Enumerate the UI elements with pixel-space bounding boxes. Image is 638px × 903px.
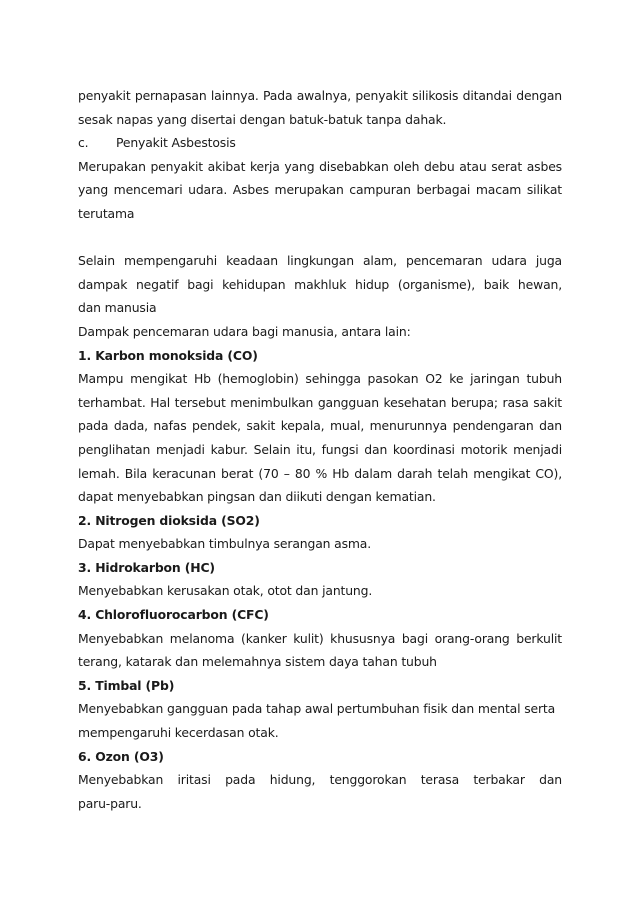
item-heading: 4. Chlorofluorocarbon (CFC): [78, 607, 269, 623]
text-line: terutama: [78, 205, 135, 221]
text-line: mempengaruhi kecerdasan otak.: [78, 725, 279, 741]
text-line: Selain mempengaruhi keadaan lingkungan alam, pencemaran udara juga: [78, 253, 562, 269]
text-line: penyakit pernapasan lainnya. Pada awalnya, penyakit silikosis ditandai dengan: [78, 88, 562, 103]
item-heading: 6. Ozon (O3): [78, 748, 164, 764]
text-line: paru-paru.: [78, 795, 142, 811]
item-heading: 5. Timbal (Pb): [78, 677, 175, 693]
text-line: Menyebabkan iritasi pada hidung, tenggorokan terasa terbakar dan: [78, 772, 562, 788]
text-line: terhambat. Hal tersebut menimbulkan gangguan kesehatan berupa; rasa sakit: [78, 394, 562, 410]
text-line: lemah. Bila keracunan berat (70 – 80 % Hb dalam darah telah mengikat CO),: [78, 465, 562, 481]
text-line: Menyebabkan melanoma (kanker kulit) khususnya bagi orang-orang berkulit: [78, 630, 562, 646]
text-line: Dapat menyebabkan timbulnya serangan asma.: [78, 536, 372, 552]
text-line: Menyebabkan kerusakan otak, otot dan jantung.: [78, 583, 373, 599]
text-line: terang, katarak dan melemahnya sistem daya tahan tubuh: [78, 654, 437, 670]
text-line: sesak napas yang disertai dengan batuk-batuk tanpa dahak.: [78, 111, 447, 127]
text-line: penglihatan menjadi kabur. Selain itu, fungsi dan koordinasi motorik menjadi: [78, 441, 562, 457]
text-line: Mampu mengikat Hb (hemoglobin) sehingga pasokan O2 ke jaringan tubuh: [78, 371, 562, 387]
section-label: c.: [78, 135, 89, 151]
text-line: Menyebabkan gangguan pada tahap awal pertumbuhan fisik dan mental serta: [78, 701, 556, 717]
item-heading: 1. Karbon monoksida (CO): [78, 347, 258, 363]
text-line: dampak negatif bagi kehidupan makhluk hidup (organisme), baik hewan,: [78, 276, 562, 292]
text-line: Dampak pencemaran udara bagi manusia, antara lain:: [78, 323, 411, 339]
text-line: yang mencemari udara. Asbes merupakan campuran berbagai macam silikat: [78, 182, 562, 198]
section-heading-asbestosis: [78, 131, 562, 155]
section-title: Penyakit Asbestosis: [116, 135, 236, 151]
text-line: Merupakan penyakit akibat kerja yang disebabkan oleh debu atau serat asbes: [78, 158, 562, 174]
text-line: dan manusia: [78, 300, 157, 316]
paragraph-spacer: [78, 226, 562, 250]
text-line: dapat menyebabkan pingsan dan diikuti dengan kematian.: [78, 489, 436, 505]
text-line: pada dada, nafas pendek, sakit kepala, mual, menurunnya pendengaran dan: [78, 418, 562, 434]
item-heading: 2. Nitrogen dioksida (SO2): [78, 512, 260, 528]
item-heading: 3. Hidrokarbon (HC): [78, 559, 215, 575]
